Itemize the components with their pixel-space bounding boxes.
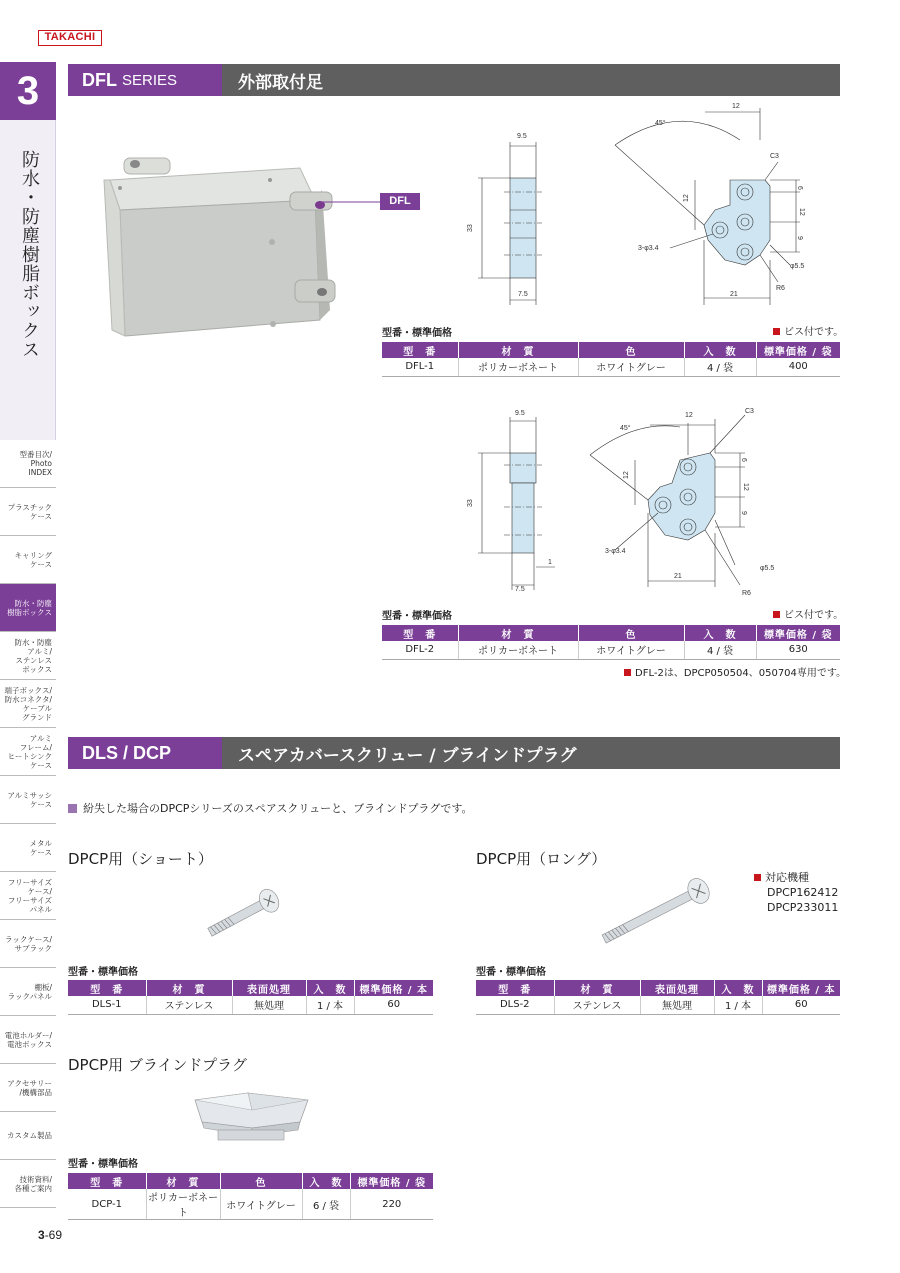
table-row: DLS-2 ステンレス 無処理 1 / 本 60 [476, 996, 840, 1014]
nav-item-battery-holder[interactable]: 電池ホルダー/ 電池ボックス [0, 1016, 56, 1064]
dfl1-screw-note: ビス付です。 [773, 323, 843, 338]
nav-item-technical-info[interactable]: 技術資料/ 各種ご案内 [0, 1160, 56, 1208]
dim-left-12: 12 [623, 471, 630, 479]
table-row: DCP-1 ポリカーボネート ホワイトグレー 6 / 袋 220 [68, 1189, 433, 1220]
dfl-series-suffix: SERIES [122, 71, 178, 89]
dfl-leader-line [320, 200, 380, 210]
table-row: DLS-1 ステンレス 無処理 1 / 本 60 [68, 996, 433, 1014]
nav-item-photo-index[interactable]: 型番目次/ Photo INDEX [0, 440, 56, 488]
page-number: 3-69 [38, 1228, 63, 1242]
chapter-nav [0, 440, 56, 1208]
chapter-title: 防水・防塵樹脂ボックス [19, 150, 40, 359]
dim-radius-r6: R6 [776, 285, 785, 292]
dim-right-12: 12 [798, 208, 805, 216]
dls1-table-label: 型番・標準価格 [68, 967, 138, 978]
dim-dia-5-5: φ5.5 [790, 263, 805, 270]
dim-width-7-5: 7.5 [518, 291, 528, 298]
nav-item-waterproof-resin-box[interactable]: 防水・防塵 樹脂ボックス [0, 584, 56, 632]
nav-item-shelf-panel[interactable]: 棚板/ ラックパネル [0, 968, 56, 1016]
dls-series-name: DLS / DCP [68, 737, 222, 769]
dfl2-screw-note: ビス付です。 [773, 606, 843, 621]
dfl-section-title: 外部取付足 [222, 64, 840, 96]
table-row: DFL-1 ポリカーボネート ホワイトグレー 4 / 袋 400 [382, 358, 840, 376]
dim-left-12: 12 [683, 194, 690, 202]
dim-right-12: 12 [742, 483, 749, 491]
dcp1-price-table: 型 番 材 質 色 入 数 標準価格 / 袋 DCP-1 ポリカーボネート ホワイトグレー 6 / 袋 220 [68, 1173, 433, 1220]
dim-offset-1: 1 [548, 559, 552, 566]
dfl1-drawing [460, 100, 840, 310]
short-screw-image [200, 885, 290, 940]
dim-top-12: 12 [732, 103, 740, 110]
nav-item-terminal-box[interactable]: 端子ボックス/ 防水コネクタ/ ケーブル グランド [0, 680, 56, 728]
dim-right-9: 9 [740, 511, 747, 515]
dim-angle-45: 45° [655, 120, 666, 127]
long-screw-image [595, 870, 725, 950]
dim-radius-r6: R6 [742, 590, 751, 597]
nav-item-accessory[interactable]: アクセサリー /機構部品 [0, 1064, 56, 1112]
dim-bottom-21: 21 [730, 291, 738, 298]
dim-dia-5-5: φ5.5 [760, 565, 775, 572]
dfl-series-name: DFL [82, 69, 117, 90]
dim-hole-3x3-4: 3-φ3.4 [638, 245, 659, 252]
enclosure-photo [90, 150, 390, 350]
dfl2-drawing [460, 405, 840, 605]
dfl2-price-table: 型 番 材 質 色 入 数 標準価格 / 袋 DFL-2 ポリカーボネート ホワイトグレー 4 / 袋 630 [382, 625, 840, 660]
nav-item-custom[interactable]: カスタム製品 [0, 1112, 56, 1160]
compat-models [754, 870, 838, 915]
chapter-number: 3 [0, 62, 56, 120]
dfl2-compat-note: DFL-2は、DPCP050504、050704専用です。 [624, 664, 846, 679]
dim-chamfer-c3: C3 [770, 153, 779, 160]
dim-width-9-5: 9.5 [515, 410, 525, 417]
compat-title: 対応機種 [754, 870, 838, 885]
takachi-logo: TAKACHI [38, 30, 102, 46]
dcp1-table-label: 型番・標準価格 [68, 1159, 138, 1170]
nav-item-plastic-case[interactable]: プラスチック ケース [0, 488, 56, 536]
dim-chamfer-c3: C3 [745, 408, 754, 415]
dfl1-table-label: 型番・標準価格 [382, 328, 452, 339]
dim-width-9-5: 9.5 [517, 133, 527, 140]
dim-height-33: 33 [467, 499, 474, 507]
dim-hole-3x3-4: 3-φ3.4 [605, 548, 626, 555]
table-row: DFL-2 ポリカーボネート ホワイトグレー 4 / 袋 630 [382, 641, 840, 659]
dim-angle-45: 45° [620, 425, 631, 432]
nav-item-waterproof-aluminum-box[interactable]: 防水・防塵 アルミ/ ステンレス ボックス [0, 632, 56, 680]
dim-height-33: 33 [467, 224, 474, 232]
nav-item-free-size[interactable]: フリーサイズ ケース/ フリーサイズ パネル [0, 872, 56, 920]
nav-item-rack-case[interactable]: ラックケース/ サブラック [0, 920, 56, 968]
compat-model: DPCP233011 [767, 901, 839, 914]
dfl1-price-table: 型 番 材 質 色 入 数 標準価格 / 袋 DFL-1 ポリカーボネート ホワイトグレー 4 / 袋 400 [382, 342, 840, 377]
dls1-price-table: 型 番 材 質 表面処理 入 数 標準価格 / 本 DLS-1 ステンレス 無処理 1 / 本 60 [68, 980, 433, 1015]
dls2-subheading: DPCP用（ロング） [476, 850, 607, 868]
dls1-subheading: DPCP用（ショート） [68, 850, 213, 868]
dcp1-subheading: DPCP用 ブラインドプラグ [68, 1056, 247, 1074]
dim-right-6: 6 [796, 186, 803, 190]
dfl-section-header [68, 64, 840, 96]
nav-item-metal-case[interactable]: メタル ケース [0, 824, 56, 872]
dls-section-header [68, 737, 840, 769]
dim-top-12: 12 [685, 412, 693, 419]
dls-intro-text: 紛失した場合のDPCPシリーズのスペアスクリューと、ブラインドプラグです。 [68, 800, 473, 816]
dim-right-6: 6 [740, 458, 747, 462]
dim-width-7-5: 7.5 [515, 586, 525, 593]
dim-bottom-21: 21 [674, 573, 682, 580]
dfl2-table-label: 型番・標準価格 [382, 611, 452, 622]
nav-item-aluminum-frame[interactable]: アルミ フレーム/ ヒートシンク ケース [0, 728, 56, 776]
dfl-callout-tag: DFL [380, 193, 420, 210]
blind-plug-image [190, 1088, 315, 1143]
compat-model: DPCP162412 [767, 886, 839, 899]
dim-right-9: 9 [796, 236, 803, 240]
nav-item-aluminum-sash[interactable]: アルミサッシ ケース [0, 776, 56, 824]
nav-item-carrying-case[interactable]: キャリング ケース [0, 536, 56, 584]
dls-section-title: スペアカバースクリュー / ブラインドプラグ [222, 737, 840, 769]
dls2-table-label: 型番・標準価格 [476, 967, 546, 978]
dls2-price-table: 型 番 材 質 表面処理 入 数 標準価格 / 本 DLS-2 ステンレス 無処理 1 / 本 60 [476, 980, 840, 1015]
